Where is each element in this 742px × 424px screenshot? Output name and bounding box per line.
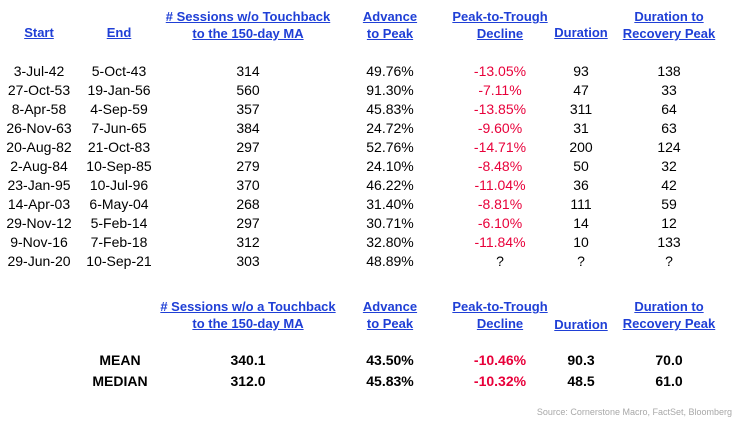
header-end: End [106,25,132,40]
cell-end: 7-Jun-65 [91,120,147,136]
header-sessions [148,8,348,42]
cell-end: 4-Sep-59 [90,101,148,117]
cell-recovery: 32 [661,158,677,174]
source-note: Source: Cornerstone Macro, FactSet, Bloomberg [536,407,732,417]
summary-decline: -10.46% [473,352,527,368]
cell-sessions: 370 [236,177,260,193]
cell-end: 10-Jul-96 [89,177,149,193]
cell-start: 29-Jun-20 [7,253,71,269]
header-advance [350,8,430,42]
cell-decline: -11.84% [474,234,526,250]
header-duration: Duration [554,25,608,40]
summary-header-advance-line2: to Peak [366,316,414,331]
cell-start: 8-Apr-58 [11,101,67,117]
header-start: Start [24,25,54,40]
summary-duration: 90.3 [567,352,595,368]
header-recovery-line1: Duration to [634,9,704,24]
cell-advance: 52.76% [366,139,414,155]
cell-recovery: 133 [657,234,681,250]
cell-duration: 50 [573,158,589,174]
cell-end: 6-May-04 [89,196,149,212]
summary-advance: 43.50% [366,352,414,368]
cell-end: 10-Sep-85 [86,158,152,174]
cell-recovery: 59 [661,196,677,212]
table-row [0,62,742,81]
summary-label: MEDIAN [92,373,148,389]
summary-recovery: 61.0 [655,373,683,389]
cell-start: 26-Nov-63 [6,120,72,136]
cell-duration: 10 [573,234,589,250]
cell-sessions: 314 [236,63,260,79]
cell-end: 7-Feb-18 [90,234,148,250]
header-sessions-line2: to the 150-day MA [192,26,304,41]
summary-row-median [0,373,742,393]
cell-decline: -11.04% [474,177,526,193]
cell-recovery: 12 [661,215,677,231]
cell-recovery: 63 [661,120,677,136]
summary-header-decline-line1: Peak-to-Trough [452,299,548,314]
cell-sessions: 312 [236,234,260,250]
cell-advance: 24.10% [366,158,414,174]
header-advance-line1: Advance [362,9,418,24]
cell-advance: 46.22% [366,177,414,193]
cell-duration: 36 [573,177,589,193]
cell-recovery: 138 [657,63,681,79]
cell-sessions: 303 [236,253,260,269]
summary-header-recovery [610,298,728,332]
cell-duration: ? [577,253,585,269]
cell-duration: 93 [573,63,589,79]
cell-decline: -8.48% [477,158,523,174]
header-recovery-line2: Recovery Peak [622,26,716,41]
summary-header-decline-line2: Decline [476,316,524,331]
cell-decline: -8.81% [477,196,523,212]
cell-sessions: 297 [236,139,260,155]
summary-sessions: 312.0 [230,373,266,389]
cell-duration: 14 [573,215,589,231]
table-row [0,100,742,119]
cell-decline: -14.71% [473,139,527,155]
cell-sessions: 357 [236,101,260,117]
cell-decline: -6.10% [477,215,523,231]
cell-advance: 45.83% [366,101,414,117]
cell-sessions: 279 [236,158,260,174]
summary-row-mean [0,352,742,372]
summary-header-decline [440,298,560,332]
table-row [0,233,742,252]
cell-advance: 30.71% [366,215,414,231]
cell-advance: 32.80% [366,234,414,250]
table-row [0,214,742,233]
cell-start: 2-Aug-84 [10,158,68,174]
header-advance-line2: to Peak [366,26,414,41]
summary-decline: -10.32% [473,373,527,389]
cell-recovery: ? [665,253,673,269]
cell-sessions: 297 [236,215,260,231]
cell-end: 19-Jan-56 [87,82,151,98]
summary-duration: 48.5 [567,373,595,389]
header-sessions-line1: # Sessions w/o Touchback [165,9,331,24]
cell-advance: 31.40% [366,196,414,212]
summary-sessions: 340.1 [230,352,266,368]
cell-decline: -13.05% [473,63,527,79]
summary-advance: 45.83% [366,373,414,389]
header-decline [440,8,560,42]
cell-decline: -13.85% [473,101,527,117]
cell-duration: 47 [573,82,589,98]
cell-end: 5-Oct-43 [91,63,147,79]
cell-sessions: 384 [236,120,260,136]
cell-start: 14-Apr-03 [7,196,71,212]
table-row [0,119,742,138]
summary-header-advance-line1: Advance [362,299,418,314]
summary-header-duration: Duration [554,317,608,332]
cell-recovery: 64 [661,101,677,117]
table-row [0,81,742,100]
summary-header-sessions-line1: # Sessions w/o a Touchback [160,299,336,314]
cell-advance: 48.89% [366,253,414,269]
summary-recovery: 70.0 [655,352,683,368]
cell-start: 9-Nov-16 [10,234,68,250]
cell-duration: 200 [569,139,593,155]
cell-decline: -9.60% [477,120,523,136]
summary-header-recovery-line2: Recovery Peak [622,316,716,331]
table-row [0,195,742,214]
table-row [0,138,742,157]
cell-start: 3-Jul-42 [13,63,65,79]
summary-header-sessions-line2: to the 150-day MA [192,316,304,331]
summary-header-recovery-line1: Duration to [634,299,704,314]
cell-start: 23-Jan-95 [7,177,71,193]
cell-sessions: 560 [236,82,260,98]
cell-decline: -7.11% [478,82,522,98]
cell-start: 20-Aug-82 [6,139,72,155]
cell-end: 5-Feb-14 [90,215,148,231]
header-decline-line2: Decline [476,26,524,41]
cell-advance: 24.72% [366,120,414,136]
summary-header-advance [350,298,430,332]
cell-advance: 91.30% [366,82,414,98]
cell-end: 21-Oct-83 [87,139,151,155]
cell-advance: 49.76% [366,63,414,79]
cell-recovery: 42 [661,177,677,193]
header-decline-line1: Peak-to-Trough [452,9,548,24]
cell-recovery: 33 [661,82,677,98]
table-row [0,252,742,271]
cell-recovery: 124 [657,139,681,155]
cell-end: 10-Sep-21 [86,253,152,269]
table-row [0,157,742,176]
summary-header-sessions [148,298,348,332]
summary-label: MEAN [99,352,141,368]
cell-duration: 311 [569,101,593,117]
cell-decline: ? [496,253,504,269]
table-row [0,176,742,195]
cell-start: 27-Oct-53 [7,82,71,98]
cell-sessions: 268 [236,196,260,212]
cell-duration: 31 [573,120,589,136]
header-recovery [610,8,728,42]
cell-duration: 111 [570,196,592,212]
cell-start: 29-Nov-12 [6,215,72,231]
